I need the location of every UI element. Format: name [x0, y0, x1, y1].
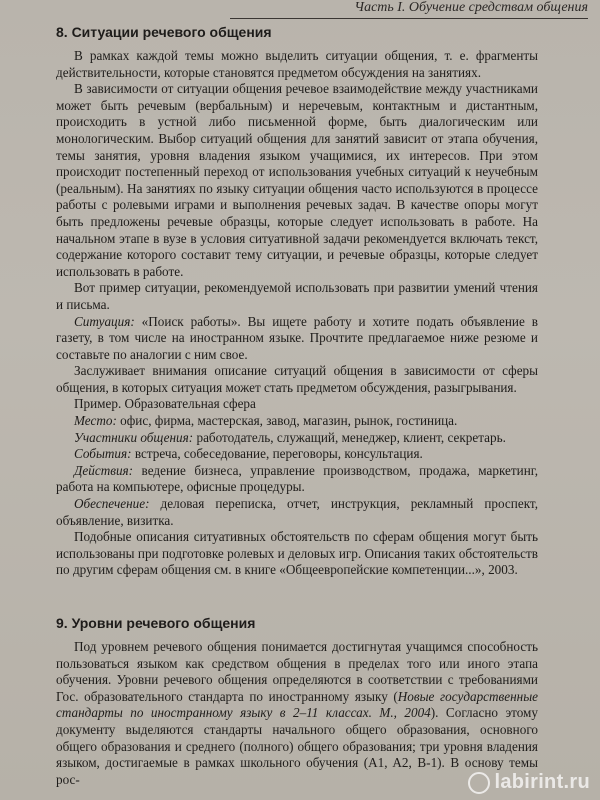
events-line — [56, 446, 538, 463]
place-label: Место: — [74, 413, 117, 429]
events-label: События: — [74, 446, 132, 462]
actions-text: ведение бизнеса, управление производством, продажа, маркетинг, работа на компьютере, офисные процедуры. — [56, 462, 538, 495]
watermark-text: labirint.ru — [494, 771, 590, 793]
place-line — [56, 413, 538, 430]
text-run: ). Согласно этому документу выделяются стандарты начального общего образования, основного общего образования и среднего (полного) общего образования; три уровня владения языком, достигаемые в рамках школьного обучения (A1, A2, B-1). В основу темы рос- — [56, 705, 538, 787]
page-content — [56, 24, 538, 788]
watermark — [468, 771, 590, 794]
paragraph: В рамках каждой темы можно выделить ситуации общения, т. е. фрагменты действительности, которые становятся предметом обсуждения на занятиях. — [56, 48, 538, 80]
actions-line — [56, 463, 538, 496]
section-gap — [56, 579, 538, 601]
paragraph — [56, 314, 538, 364]
events-text: встреча, собеседование, переговоры, консультация. — [131, 446, 423, 462]
labirint-logo-icon — [468, 772, 490, 794]
situation-text: «Поиск работы». Вы ищете работу и хотите подать объявление в газету, в том числе на иностранном языке. Прочтите предлагаемое ниже резюме и составьте по аналогии с ним свое. — [56, 313, 538, 362]
section-8-heading: 8. Ситуации речевого общения — [56, 24, 272, 40]
paragraph — [56, 639, 538, 788]
situation-label: Ситуация: — [74, 313, 135, 329]
paragraph: Вот пример ситуации, рекомендуемой использовать при развитии умений чтения и письма. — [56, 280, 538, 312]
running-header: Часть I. Обучение средствам общения — [230, 0, 588, 19]
section-9-heading: 9. Уровни речевого общения — [56, 615, 256, 631]
support-line — [56, 496, 538, 529]
text-run: Под уровнем речевого общения понимается достигнутая учащимся способность пользоваться языком как средством общения в пределах того или иного этапа обучения. Уровни речевого общения определяются в соответствии с требованиями Гос. образовательного стандарта по иностранному языку ( — [56, 639, 538, 704]
participants-line — [56, 430, 538, 447]
support-text: деловая переписка, отчет, инструкция, рекламный проспект, объявление, визитка. — [56, 496, 538, 528]
paragraph: Подобные описания ситуативных обстоятельств по сферам общения могут быть использованы при подготовке ролевых и деловых игр. Описания таких обстоятельств по другим сферам общения см. в книге «Общеевропейские компетенции...», 2003. — [56, 529, 538, 578]
participants-label: Участники общения: — [74, 429, 194, 445]
support-label: Обеспечение: — [74, 496, 150, 512]
example-line: Пример. Образовательная сфера — [74, 396, 256, 412]
actions-label: Действия: — [74, 462, 134, 478]
standards-reference: Новые государственные стандарты по иностранному языку в 2–11 классах. М., 2004 — [56, 688, 538, 721]
paragraph: В зависимости от ситуации общения речевое взаимодействие между участниками может быть речевым (вербальным) и неречевым, контактным и дистантным, происходить в устной либо письменной форме, быть диалогическим или монологическим. Выбор ситуаций общения для занятий зависит от этапа обучения, темы занятия, уровня владения языком учащимися, их интересов. При этом происходит постепенный переход от использования учебных ситуаций к неучебным (реальным). На занятиях по языку ситуации общения часто используются в процессе работы с ролевыми играми и выполнения речевых задач. В качестве опоры могут быть предложены речевые образцы, которые следует использовать в работе. На начальном этапе в вузе в условия ситуативной задачи рекомендуется включать текст, содержание которого составит тему ситуации, и речевые образцы, которые следует использовать в работе. — [56, 81, 538, 279]
participants-text: работодатель, служащий, менеджер, клиент, секретарь. — [193, 429, 506, 445]
place-text: офис, фирма, мастерская, завод, магазин, рынок, гостиница. — [116, 413, 458, 429]
paragraph: Заслуживает внимания описание ситуаций общения в зависимости от сферы общения, в которых ситуация может стать предметом обсуждения, разыгрывания. — [56, 363, 538, 395]
